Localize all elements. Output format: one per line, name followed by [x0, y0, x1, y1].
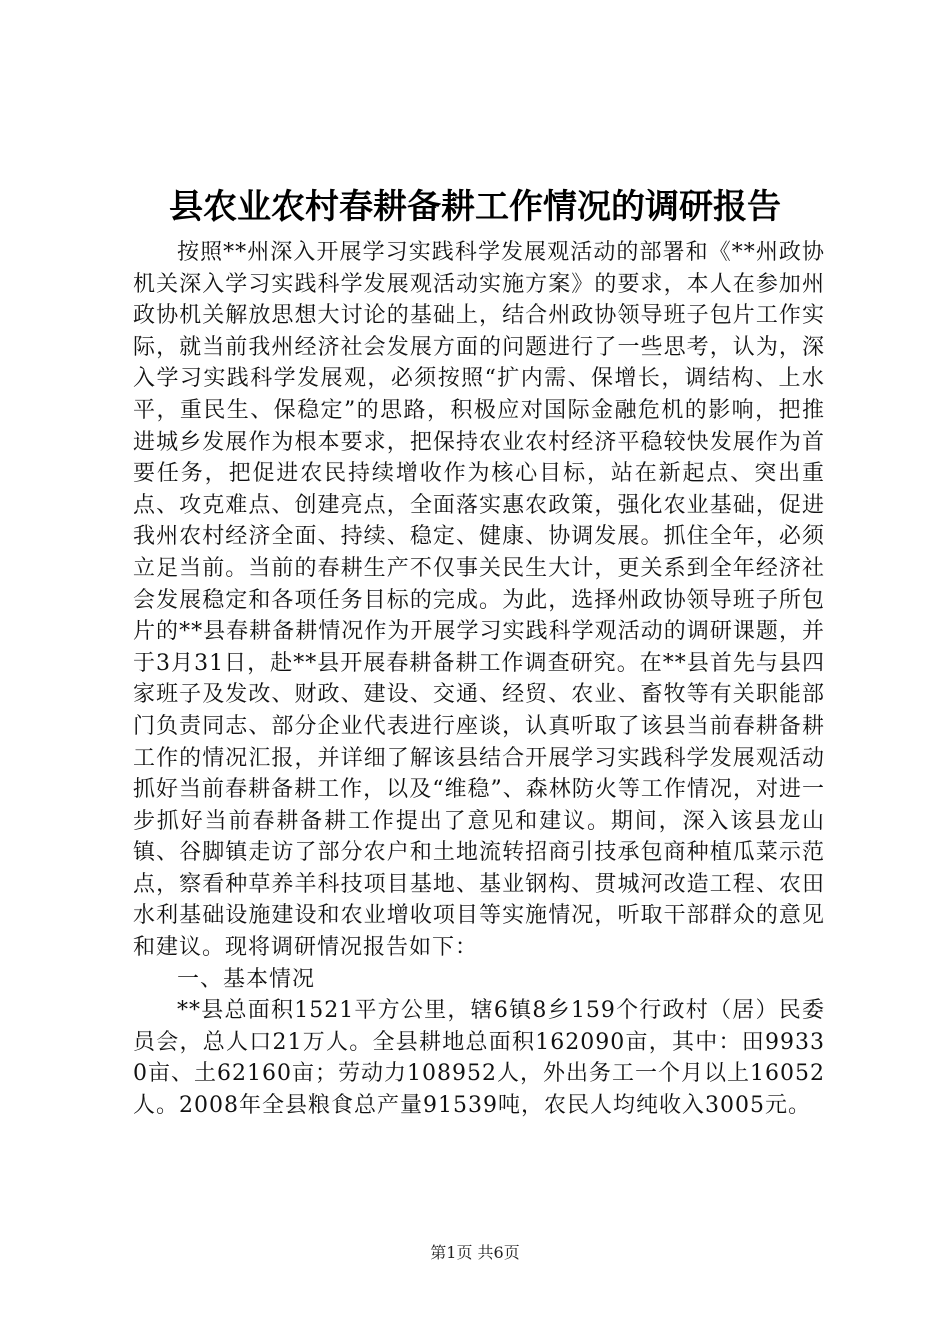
page-number-footer: 第1页 共6页 — [430, 1243, 520, 1262]
paragraph-basic-situation: **县总面积1521平方公里，辖6镇8乡159个行政村（居）民委员会，总人口21万人。全县耕地总面积162090亩，其中：田99330亩、土62160亩；劳动力108952人，外出务工一个月以上16052人。2008年全县粮食总产量91539吨，农民人均纯收入3005元。 — [133, 998, 825, 1119]
document-body — [133, 237, 825, 1122]
paragraph-intro: 按照**州深入开展学习实践科学发展观活动的部署和《**州政协机关深入学习实践科学发展观活动实施方案》的要求，本人在参加州政协机关解放思想大讨论的基础上，结合州政协领导班子包片工作实际，就当前我州经济社会发展方面的问题进行了一些思考，认为，深入学习实践科学发展观，必须按照“扩内需、保增长，调结构、上水平，重民生、保稳定”的思路，积极应对国际金融危机的影响，把推进城乡发展作为根本要求，把保持农业农村经济平稳较快发展作为首要任务，把促进农民持续增收作为核心目标，站在新起点、突出重点、攻克难点、创建亮点，全面落实惠农政策，强化农业基础，促进我州农村经济全面、持续、稳定、健康、协调发展。抓住全年，必须立足当前。当前的春耕生产不仅事关民生大计，更关系到全年经济社会发展稳定和各项任务目标的完成。为此，选择州政协领导班子所包片的**县春耕备耕情况作为开展学习实践科学观活动的调研课题，并于3月31日，赴**县开展春耕备耕工作调查研究。在**县首先与县四家班子及发改、财政、建设、交通、经贸、农业、畜牧等有关职能部门负责同志、部分企业代表进行座谈，认真听取了该县当前春耕备耕工作的情况汇报，并详细了解该县结合开展学习实践科学发展观活动抓好当前春耕备耕工作，以及“维稳”、森林防火等工作情况，对进一步抓好当前春耕备耕工作提出了意见和建议。期间，深入该县龙山镇、谷脚镇走访了部分农户和土地流转招商引技承包商种植瓜菜示范点，察看种草养羊科技项目基地、基业钢构、贯城河改造工程、农田水利基础设施建设和农业增收项目等实施情况，听取干部群众的意见和建议。现将调研情况报告如下： — [133, 240, 825, 961]
document-title: 县农业农村春耕备耕工作情况的调研报告 — [169, 187, 781, 227]
section-heading-basic-situation: 一、基本情况 — [177, 966, 316, 992]
